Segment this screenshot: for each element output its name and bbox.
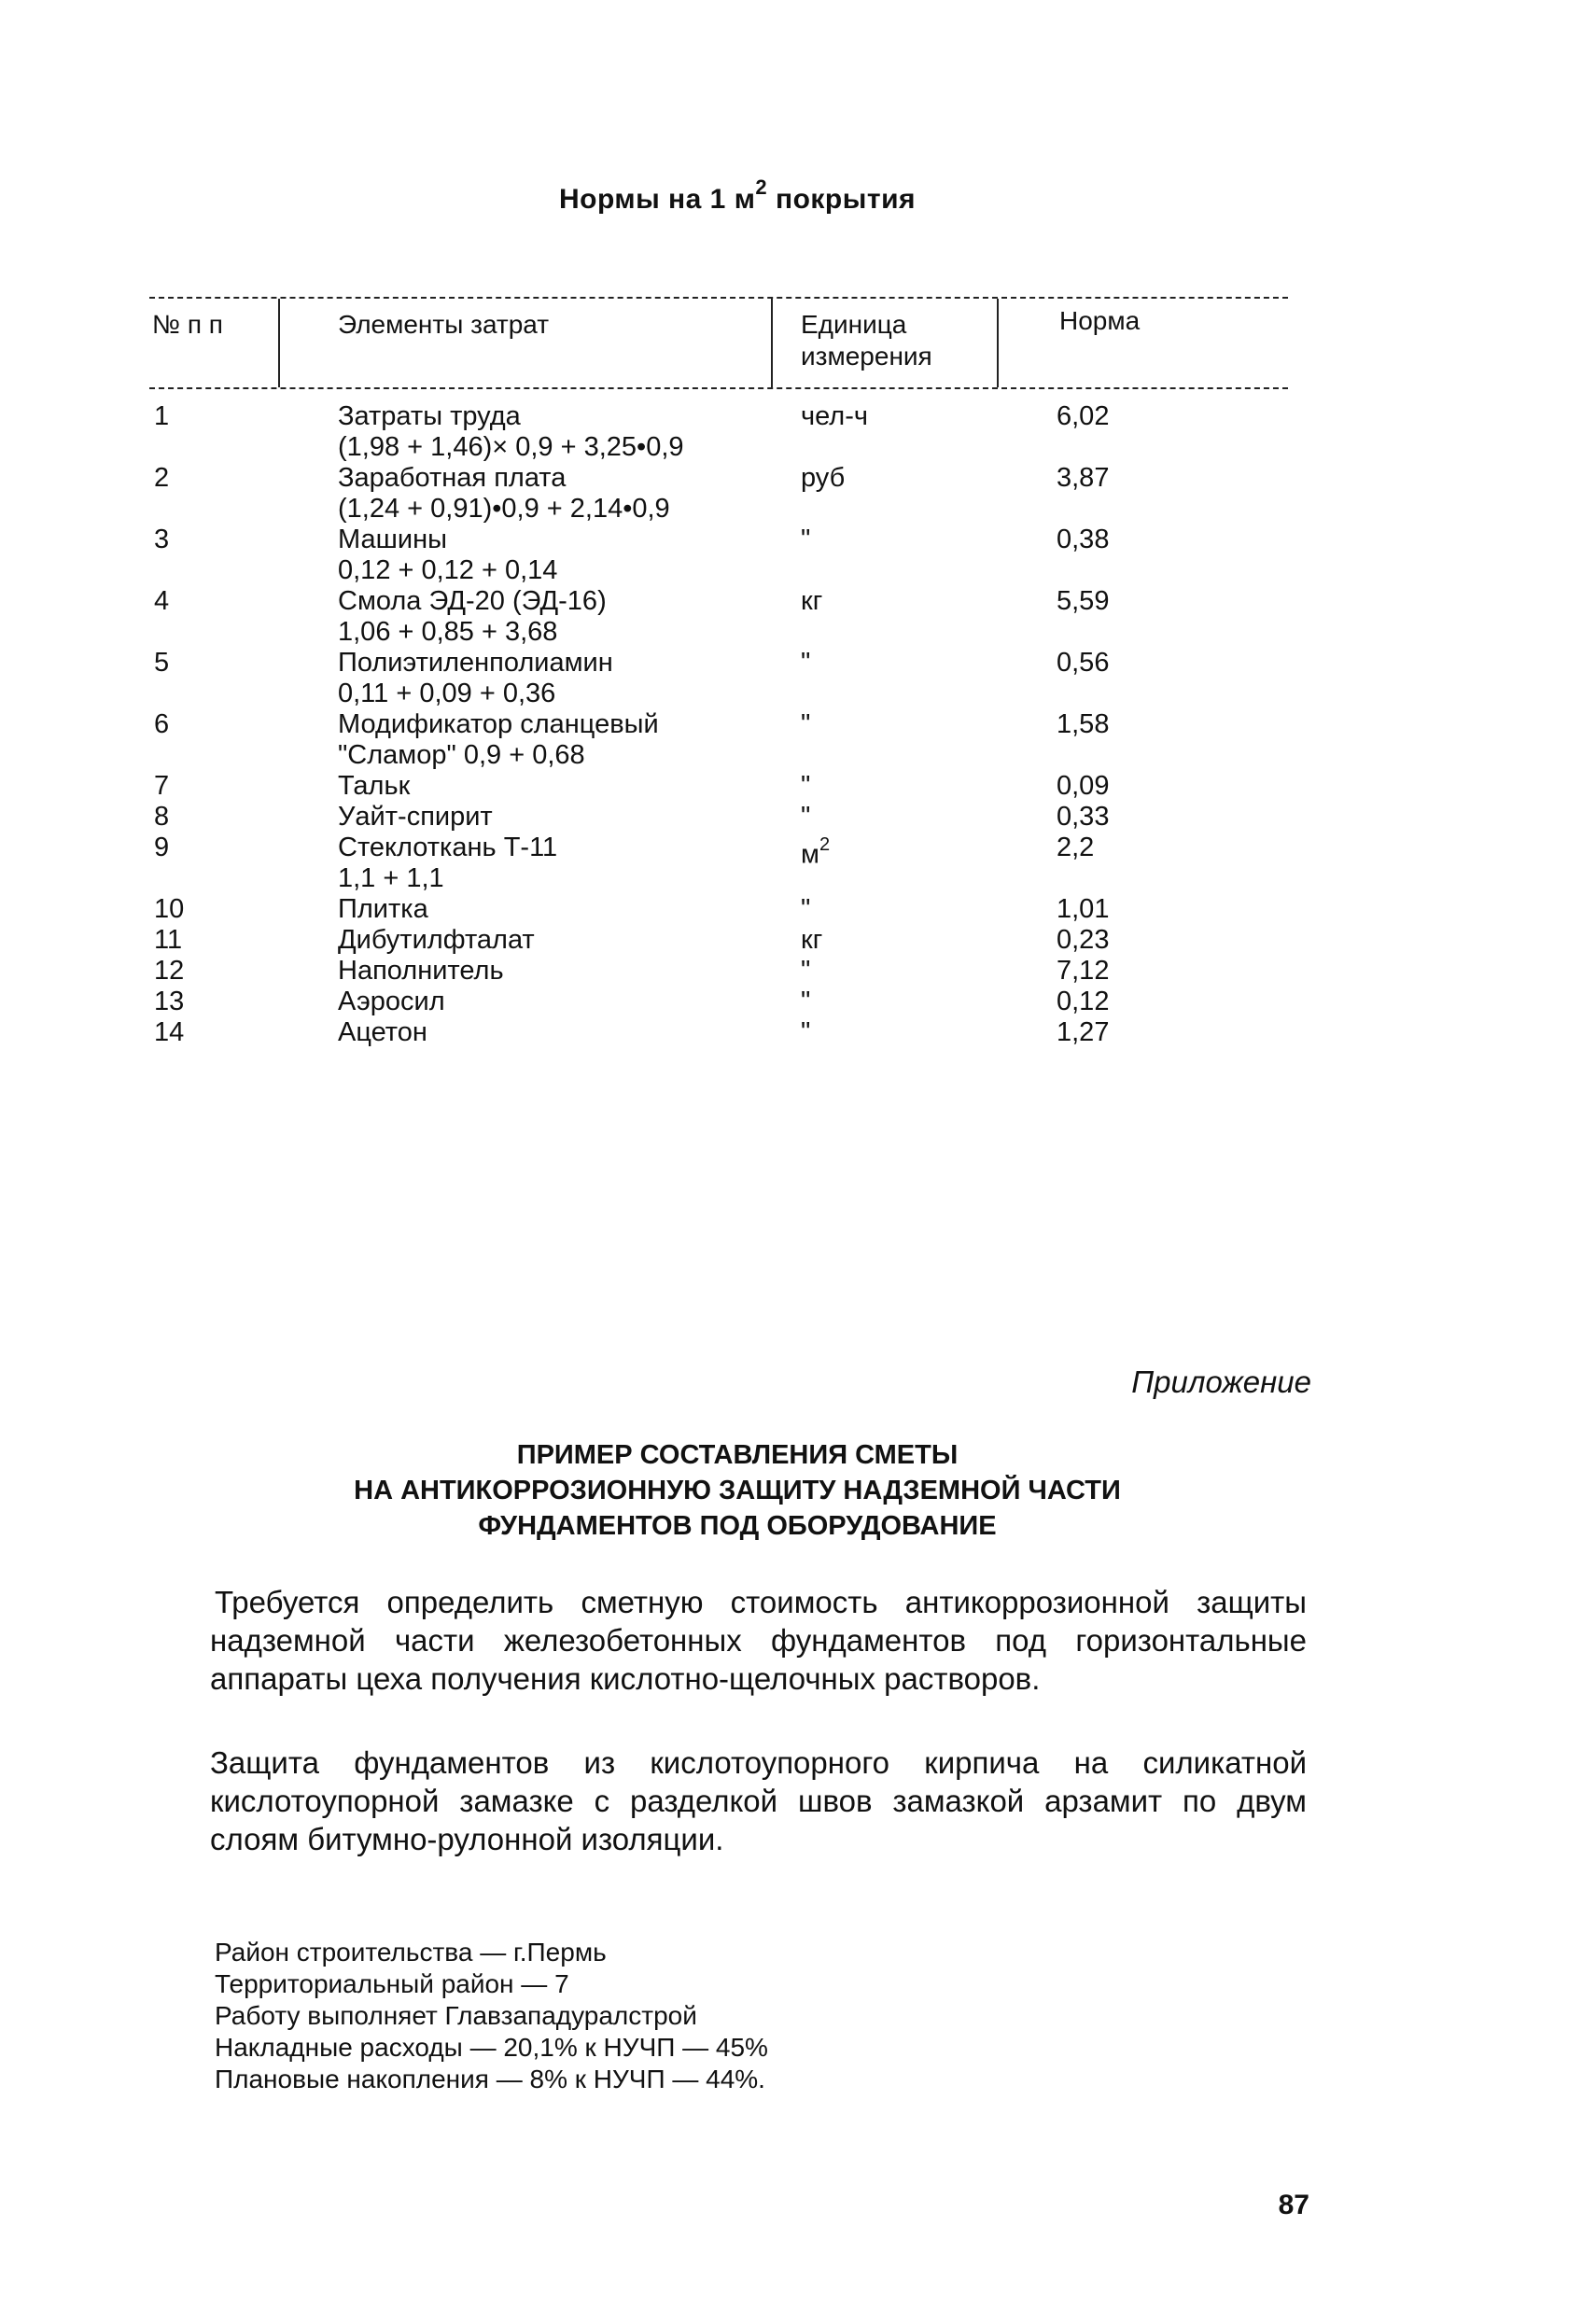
row-number: 11 bbox=[154, 925, 183, 955]
row-norm: 0,33 bbox=[1057, 802, 1110, 832]
row-formula: "Сламор" 0,9 + 0,68 bbox=[338, 740, 585, 770]
row-element-name: Аэросил bbox=[338, 987, 445, 1016]
table-title-tail: покрытия bbox=[767, 184, 917, 215]
row-norm: 5,59 bbox=[1057, 586, 1110, 616]
project-info bbox=[215, 1937, 768, 2095]
row-unit: кг bbox=[801, 586, 823, 616]
row-element-name: Дибутилфталат bbox=[338, 925, 535, 955]
row-element-name: Полиэтиленполиамин bbox=[338, 648, 613, 678]
row-unit: " bbox=[801, 648, 811, 678]
row-element-name: Модификатор сланцевый bbox=[338, 709, 659, 739]
page-number: 87 bbox=[1278, 2190, 1309, 2220]
row-unit: " bbox=[801, 956, 811, 986]
table-top-rule bbox=[149, 297, 1288, 299]
table-title-superscript: 2 bbox=[755, 175, 768, 199]
section-title-line: ФУНДАМЕНТОВ ПОД ОБОРУДОВАНИЕ bbox=[478, 1511, 997, 1541]
row-unit: $м^2$ bbox=[801, 834, 831, 870]
row-number: 10 bbox=[154, 894, 185, 924]
row-element-name: Машины bbox=[338, 525, 447, 554]
info-line: Работу выполняет Главзападуралстрой bbox=[215, 2001, 697, 2030]
row-number: 4 bbox=[154, 586, 170, 616]
row-number: 13 bbox=[154, 987, 185, 1016]
paragraph-protection: Защита фундаментов из кислотоупорного кирпича на силикатной кислотоупорной замазке с разделкой швов замазкой арзамит по двум слоям битумно-рулонной изоляции. bbox=[210, 1745, 1307, 1856]
row-element-name: Тальк bbox=[338, 771, 411, 801]
row-norm: 1,58 bbox=[1057, 709, 1110, 739]
table-title-text: Нормы на 1 м bbox=[558, 184, 756, 215]
row-unit: " bbox=[801, 771, 811, 801]
row-formula: (1,98 + 1,46)× 0,9 + 3,25•0,9 bbox=[338, 432, 684, 462]
row-unit: " bbox=[801, 709, 811, 739]
row-element-name: Затраты труда bbox=[338, 401, 521, 431]
row-norm: 0,12 bbox=[1057, 987, 1110, 1016]
row-norm: 3,87 bbox=[1057, 463, 1110, 493]
row-number: 5 bbox=[154, 648, 170, 678]
row-norm: 0,09 bbox=[1057, 771, 1110, 801]
row-unit: руб bbox=[801, 463, 846, 493]
row-unit: кг bbox=[801, 925, 823, 955]
row-norm: 1,01 bbox=[1057, 894, 1110, 924]
table-divider-3 bbox=[997, 299, 999, 387]
table-title bbox=[0, 175, 1475, 216]
row-number: 1 bbox=[154, 401, 170, 431]
row-formula: 1,06 + 0,85 + 3,68 bbox=[338, 617, 558, 647]
row-element-name: Ацетон bbox=[338, 1017, 427, 1047]
row-element-name: Стеклоткань Т-11 bbox=[338, 833, 558, 862]
row-number: 9 bbox=[154, 833, 170, 862]
info-line: Территориальный район — 7 bbox=[215, 1969, 569, 1998]
row-norm: 7,12 bbox=[1057, 956, 1110, 986]
row-formula: 0,12 + 0,12 + 0,14 bbox=[338, 555, 558, 585]
row-element-name: Плитка bbox=[338, 894, 428, 924]
row-formula: 0,11 + 0,09 + 0,36 bbox=[338, 679, 556, 708]
section-title-line: ПРИМЕР СОСТАВЛЕНИЯ СМЕТЫ bbox=[516, 1440, 959, 1470]
row-unit: " bbox=[801, 894, 811, 924]
info-line: Район строительства — г.Пермь bbox=[215, 1938, 607, 1967]
row-number: 12 bbox=[154, 956, 185, 986]
section-title bbox=[0, 1437, 1475, 1544]
row-number: 14 bbox=[154, 1017, 185, 1047]
row-number: 6 bbox=[154, 709, 170, 739]
row-norm: 1,27 bbox=[1057, 1017, 1110, 1047]
row-number: 8 bbox=[154, 802, 170, 832]
header-unit-line2: измерения bbox=[801, 342, 932, 371]
row-number: 7 bbox=[154, 771, 170, 801]
row-formula: 1,1 + 1,1 bbox=[338, 863, 444, 893]
row-element-name: Уайт-спирит bbox=[338, 802, 493, 832]
row-element-name: Смола ЭД-20 (ЭД-16) bbox=[338, 586, 607, 616]
row-number: 2 bbox=[154, 463, 170, 493]
appendix-label: Приложение bbox=[1131, 1365, 1311, 1399]
row-unit: " bbox=[801, 802, 811, 832]
table-header-rule bbox=[149, 387, 1288, 389]
header-elements: Элементы затрат bbox=[338, 310, 550, 339]
info-line: Плановые накопления — 8% к НУЧП — 44%. bbox=[215, 2065, 765, 2093]
header-num: № п п bbox=[152, 310, 223, 339]
row-unit: " bbox=[801, 987, 811, 1016]
row-number: 3 bbox=[154, 525, 170, 554]
row-element-name: Наполнитель bbox=[338, 956, 504, 986]
row-unit: " bbox=[801, 1017, 811, 1047]
row-unit: " bbox=[801, 525, 811, 554]
row-formula: (1,24 + 0,91)•0,9 + 2,14•0,9 bbox=[338, 494, 670, 524]
section-title-line: НА АНТИКОРРОЗИОННУЮ ЗАЩИТУ НАДЗЕМНОЙ ЧАСТИ bbox=[354, 1476, 1121, 1505]
table-divider-2 bbox=[771, 299, 773, 387]
header-norm: Норма bbox=[1059, 306, 1141, 335]
paragraph-requirement: Требуется определить сметную стоимость антикоррозионной защиты надземной части железобетонных фундаментов под горизонтальные аппараты цеха получения кислотно-щелочных растворов. bbox=[210, 1585, 1307, 1696]
row-norm: 6,02 bbox=[1057, 401, 1110, 431]
row-norm: 0,38 bbox=[1057, 525, 1110, 554]
row-element-name: Заработная плата bbox=[338, 463, 567, 493]
row-norm: 0,56 bbox=[1057, 648, 1110, 678]
header-unit-line1: Единица bbox=[801, 310, 907, 339]
table-divider-1 bbox=[278, 299, 280, 387]
row-norm: 0,23 bbox=[1057, 925, 1110, 955]
row-norm: 2,2 bbox=[1057, 833, 1095, 862]
row-unit: чел-ч bbox=[801, 401, 868, 431]
info-line: Накладные расходы — 20,1% к НУЧП — 45% bbox=[215, 2033, 768, 2062]
